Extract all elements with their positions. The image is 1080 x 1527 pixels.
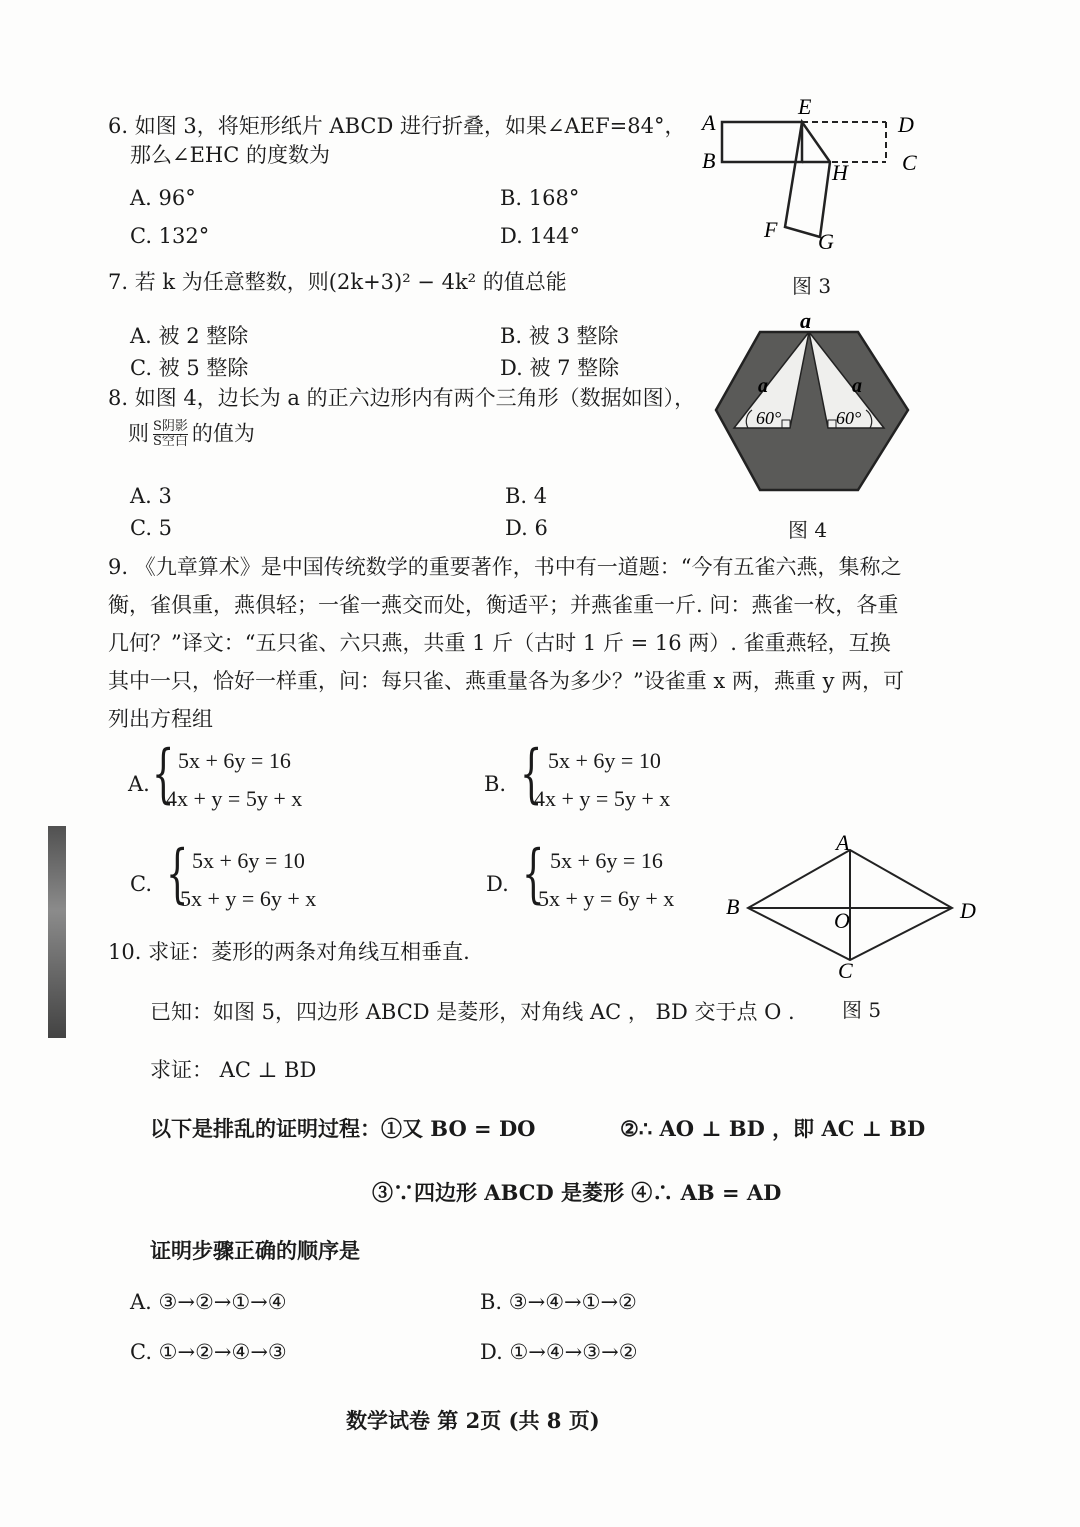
q10-option-b: B. ③→④→①→② — [480, 1290, 637, 1314]
fig4-label-a-right: a — [852, 375, 862, 397]
q8-suffix: 的值为 — [191, 421, 255, 446]
q9-option-d-eq1: 5x + 6y = 16 — [550, 848, 663, 873]
fig5-label-o: O — [834, 908, 850, 933]
fig5-caption: 图 5 — [842, 998, 882, 1022]
q10-order-question: 证明步骤正确的顺序是 — [150, 1238, 360, 1263]
q8-line2 — [128, 420, 255, 450]
q8-numerator: S阴影 — [153, 419, 188, 434]
q9-option-d-eq2: 5x + y = 6y + x — [538, 886, 675, 911]
q10-option-a: A. ③→②→①→④ — [130, 1290, 287, 1314]
figure-4 — [712, 310, 912, 500]
q10-prove: 求证： AC ⊥ BD — [150, 1058, 317, 1082]
figure-5 — [720, 828, 990, 990]
q9-option-c-label: C. — [130, 872, 152, 896]
q10-option-c: C. ①→②→④→③ — [130, 1340, 287, 1364]
q8-option-c: C. 5 — [130, 516, 173, 540]
q9-option-a-brace: { — [152, 737, 175, 811]
q6-line2: 那么∠EHC 的度数为 — [130, 143, 330, 167]
q8-option-d: D. 6 — [505, 516, 548, 540]
fig3-label-b: B — [702, 148, 716, 173]
q9-option-b-brace: { — [520, 737, 543, 811]
fig5-label-b: B — [726, 894, 740, 919]
q7-option-b: B. 被 3 整除 — [500, 324, 619, 348]
q10-option-d: D. ①→④→③→② — [480, 1340, 638, 1364]
scan-artifact — [48, 826, 66, 1038]
q8-option-a: A. 3 — [130, 484, 172, 508]
q6-option-a: A. 96° — [130, 186, 196, 210]
fig4-angle-right: 60° — [836, 408, 862, 428]
q9-option-a-eq2: 4x + y = 5y + x — [166, 786, 303, 811]
fig3-label-h: H — [832, 160, 848, 185]
q8-prefix: 则 — [128, 421, 149, 446]
q9-option-d-brace: { — [522, 837, 545, 911]
q9-option-b-label: B. — [484, 772, 507, 796]
q9-option-a-label: A. — [128, 772, 150, 796]
q6-line1: 6. 如图 3，将矩形纸片 ABCD 进行折叠，如果∠AEF=84°， — [108, 114, 686, 138]
q9-option-c-brace: { — [166, 837, 189, 911]
q9-option-b-eq1: 5x + 6y = 10 — [548, 748, 661, 773]
fig5-label-d: D — [960, 898, 976, 923]
q8-option-b: B. 4 — [505, 484, 548, 508]
fig3-label-a: A — [702, 110, 716, 135]
fig4-angle-left: 60° — [756, 408, 782, 428]
fig3-label-e: E — [798, 94, 812, 119]
q9-option-b-eq2: 4x + y = 5y + x — [534, 786, 671, 811]
q8-denominator: S空白 — [153, 434, 188, 450]
fig4-label-a-left: a — [758, 375, 768, 397]
fig5-label-a: A — [836, 830, 850, 855]
q9-option-c-eq2: 5x + y = 6y + x — [180, 886, 317, 911]
q7-option-a: A. 被 2 整除 — [130, 324, 249, 348]
q7-option-c: C. 被 5 整除 — [130, 356, 249, 380]
q9-stem: 9. 《九章算术》是中国传统数学的重要著作，书中有一道题：“今有五雀六燕，集称之衡，雀俱重，燕俱轻；一雀一燕交而处，衡适平；并燕雀重一斤. 问：燕雀一枚，各重几何？”译文：“五只雀、六只燕，共重 1 斤（古时 1 斤 = 16 两）. 雀重燕轻，互换其中一只，恰好一样重，问：每只雀、燕重量各为多少？”设雀重 x 两，燕重 y 两，可列出方程组 — [108, 555, 905, 731]
fig5-label-c: C — [838, 958, 853, 983]
q9-option-d-label: D. — [486, 872, 509, 896]
fig3-label-f: F — [764, 217, 778, 242]
q7-stem: 7. 若 k 为任意整数，则(2k+3)² − 4k² 的值总能 — [108, 270, 567, 294]
q6-option-c: C. 132° — [130, 224, 210, 248]
q10-step34: ③∵四边形 ABCD 是菱形 ④∴ AB = AD — [372, 1180, 782, 1205]
q10-stem: 10. 求证：菱形的两条对角线互相垂直. — [108, 940, 470, 964]
q9-option-c-eq1: 5x + 6y = 10 — [192, 848, 305, 873]
fig4-label-a-top: a — [800, 310, 811, 333]
fig4-caption: 图 4 — [788, 518, 828, 542]
q10-step2: ②∴ AO ⊥ BD ，即 AC ⊥ BD — [620, 1116, 926, 1141]
fig3-caption: 图 3 — [792, 274, 832, 298]
q8-line1: 8. 如图 4，边长为 a 的正六边形内有两个三角形（数据如图）， — [108, 386, 696, 410]
q7-option-d: D. 被 7 整除 — [500, 356, 620, 380]
figure-3 — [690, 92, 930, 262]
fig3-label-d: D — [898, 112, 914, 137]
page-footer: 数学试卷 第 2页 (共 8 页) — [346, 1408, 600, 1433]
q6-option-b: B. 168° — [500, 186, 580, 210]
q10-given: 已知：如图 5，四边形 ABCD 是菱形，对角线 AC ， BD 交于点 O . — [150, 1000, 795, 1024]
fig3-label-g: G — [818, 229, 834, 254]
q9-option-a-eq1: 5x + 6y = 16 — [178, 748, 291, 773]
q8-fraction — [153, 420, 188, 450]
q10-steps-intro: 以下是排乱的证明过程：①又 BO = DO — [150, 1116, 536, 1141]
q6-option-d: D. 144° — [500, 224, 581, 248]
fig3-label-c: C — [902, 150, 917, 175]
